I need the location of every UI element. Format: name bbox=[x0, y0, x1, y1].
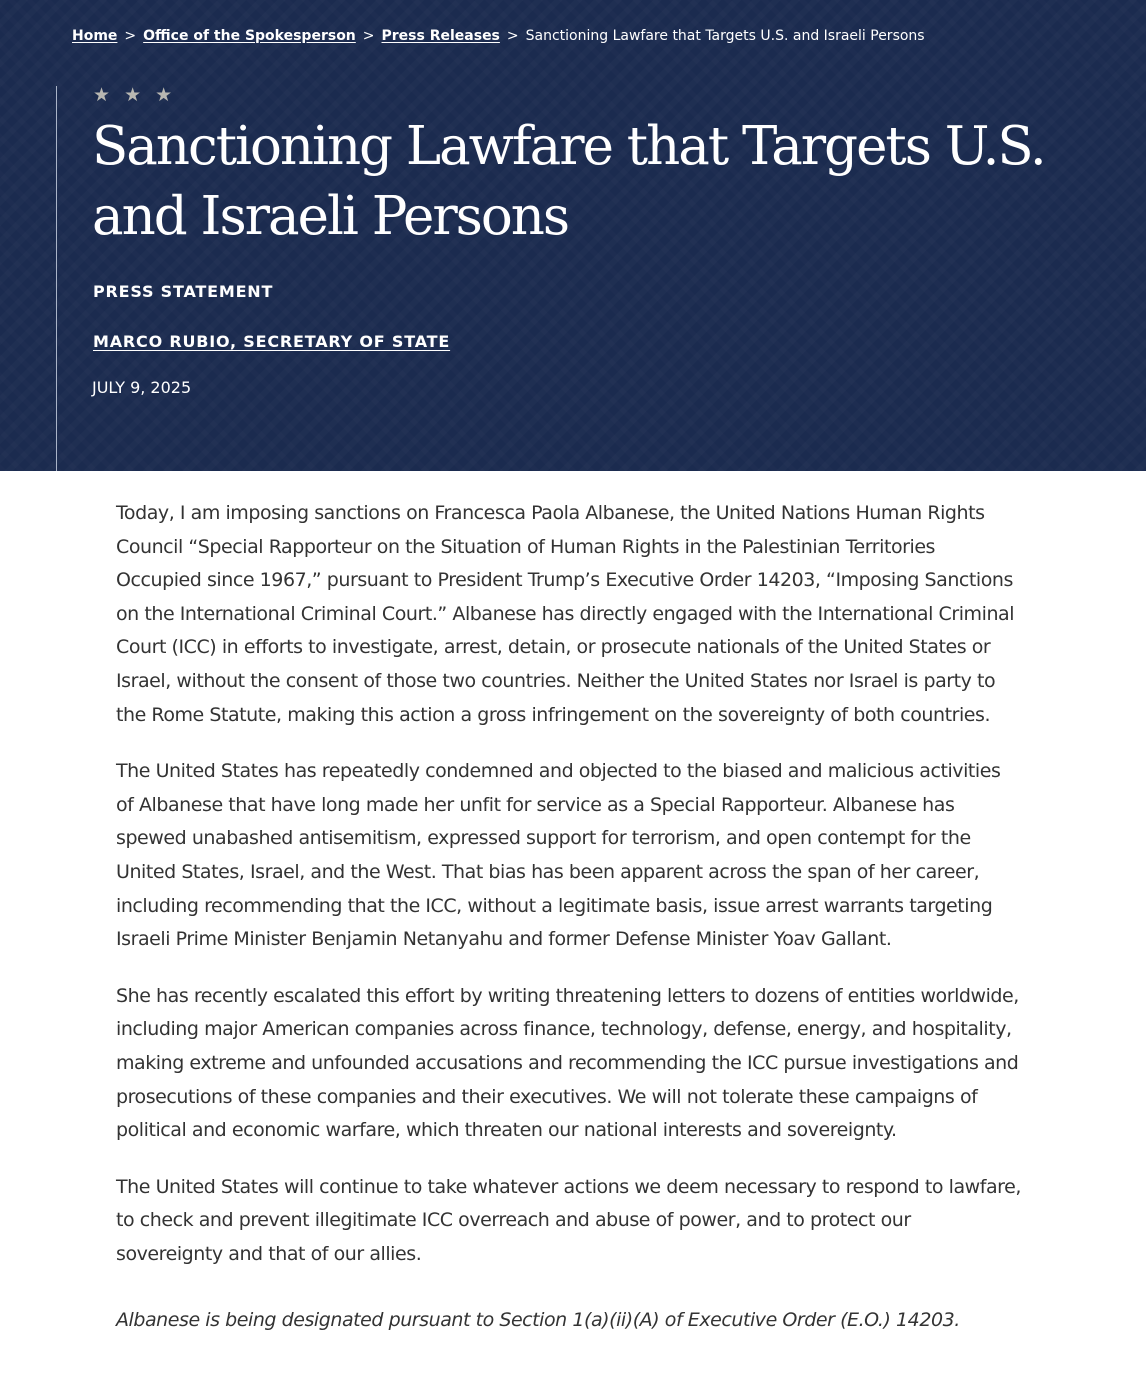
designation-note: Albanese is being designated pursuant to Section 1(a)(ii)(A) of Executive Order (E.O.) 14203. bbox=[116, 1309, 960, 1332]
breadcrumb-separator: > bbox=[362, 28, 375, 44]
article-body bbox=[116, 497, 1021, 1361]
breadcrumb-separator: > bbox=[124, 28, 137, 44]
page-title: Sanctioning Lawfare that Targets U.S. and Israeli Persons bbox=[92, 116, 1045, 247]
page-header bbox=[0, 0, 1146, 471]
body-paragraph-2: The United States has repeatedly condemned and objected to the biased and malicious activities of Albanese that have long made her unfit for service as a Special Rapporteur. Albanese has spewed unabashed antisemitism, expressed support for terrorism, and open contempt for the United States, Israel, and the West. That bias has been apparent across the span of her career, including recommending that the ICC, without a legitimate basis, issue arrest warrants targeting Israeli Prime Minister Benjamin Netanyahu and former Defense Minister Yoav Gallant. bbox=[116, 760, 1001, 951]
body-paragraph-4: The United States will continue to take whatever actions we deem necessary to respond to lawfare, to check and prevent illegitimate ICC overreach and abuse of power, and to protect our sovereignty and that of our allies. bbox=[116, 1175, 1021, 1265]
breadcrumb-office-link[interactable]: Office of the Spokesperson bbox=[143, 28, 356, 44]
breadcrumb bbox=[72, 28, 925, 44]
breadcrumb-separator: > bbox=[506, 28, 519, 44]
hero-divider-line bbox=[56, 86, 57, 471]
breadcrumb-press-releases-link[interactable]: Press Releases bbox=[381, 28, 500, 44]
breadcrumb-home-link[interactable]: Home bbox=[72, 28, 118, 44]
breadcrumb-current: Sanctioning Lawfare that Targets U.S. and Israeli Persons bbox=[525, 28, 925, 44]
publish-date: JULY 9, 2025 bbox=[92, 378, 192, 397]
body-paragraph-3: She has recently escalated this effort by writing threatening letters to dozens of entities worldwide, including major American companies across finance, technology, defense, energy, and hospitality, making extreme and unfounded accusations and recommending the ICC pursue investigations and prosecutions of these companies and their executives. We will not tolerate these campaigns of political and economic warfare, which threaten our national interests and sovereignty. bbox=[116, 984, 1019, 1142]
author-link[interactable]: MARCO RUBIO, SECRETARY OF STATE bbox=[93, 332, 451, 351]
article-type-label: PRESS STATEMENT bbox=[93, 282, 274, 301]
body-paragraph-1: Today, I am imposing sanctions on Francesca Paola Albanese, the United Nations Human Rights Council “Special Rapporteur on the Situation of Human Rights in the Palestinian Territories Occupied since 1967,” pursuant to President Trump’s Executive Order 14203, “Imposing Sanctions on the International Criminal Court.” Albanese has directly engaged with the International Criminal Court (ICC) in efforts to investigate, arrest, detain, or prosecute nationals of the United States or Israel, without the consent of those two countries. Neither the United States nor Israel is party to the Rome Statute, making this action a gross infringement on the sovereignty of both countries. bbox=[116, 502, 1015, 726]
stars-icon: ★ ★ ★ bbox=[93, 84, 177, 106]
